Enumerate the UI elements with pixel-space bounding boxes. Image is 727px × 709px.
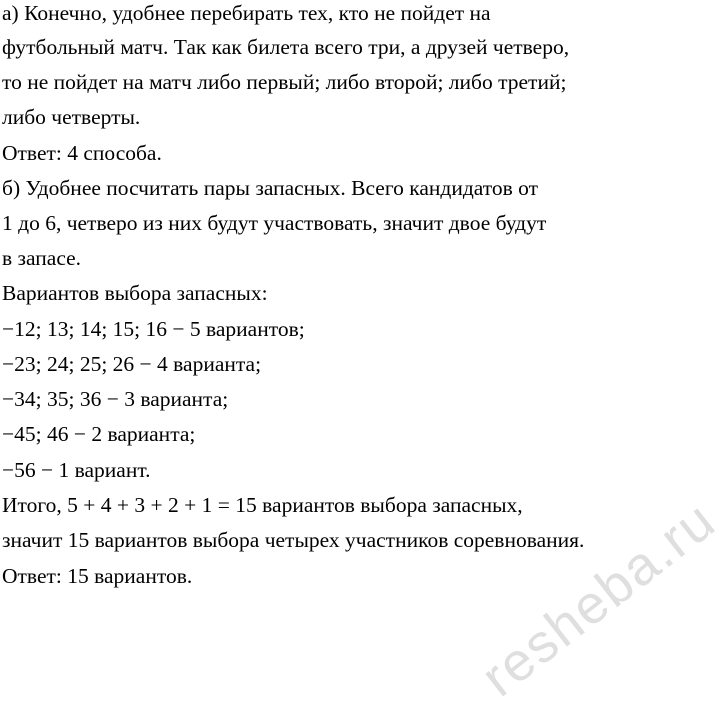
- text-line: то не пойдет на матч либо первый; либо второй; либо третий;: [2, 70, 567, 94]
- text-line: б) Удобнее посчитать пары запасных. Всего кандидатов от: [2, 176, 539, 200]
- text-line: 1 до 6, четверо из них будут участвовать, значит двое будут: [2, 211, 547, 235]
- answer-line: Ответ: 4 способа.: [2, 141, 162, 165]
- answer-line: Ответ: 15 вариантов.: [2, 564, 193, 588]
- text-line: а) Конечно, удобнее перебирать тех, кто не пойдет на: [2, 1, 491, 25]
- pairs-line: −34; 35; 36 − 3 варианта;: [2, 387, 229, 411]
- text-line: значит 15 вариантов выбора четырех участников соревнования.: [2, 528, 585, 552]
- pairs-line: −45; 46 − 2 варианта;: [2, 422, 196, 446]
- watermark-logo: resheba.ru: [470, 489, 727, 709]
- pairs-line: −56 − 1 вариант.: [2, 458, 151, 482]
- text-line: в запасе.: [2, 246, 82, 270]
- text-line: Вариантов выбора запасных:: [2, 281, 268, 305]
- total-line: Итого, 5 + 4 + 3 + 2 + 1 = 15 вариантов выбора запасных,: [2, 493, 523, 517]
- text-line: либо четверты.: [2, 105, 141, 129]
- pairs-line: −23; 24; 25; 26 − 4 варианта;: [2, 352, 262, 376]
- pairs-line: −12; 13; 14; 15; 16 − 5 вариантов;: [2, 317, 305, 341]
- text-line: футбольный матч. Так как билета всего три, а друзей четверо,: [2, 35, 570, 59]
